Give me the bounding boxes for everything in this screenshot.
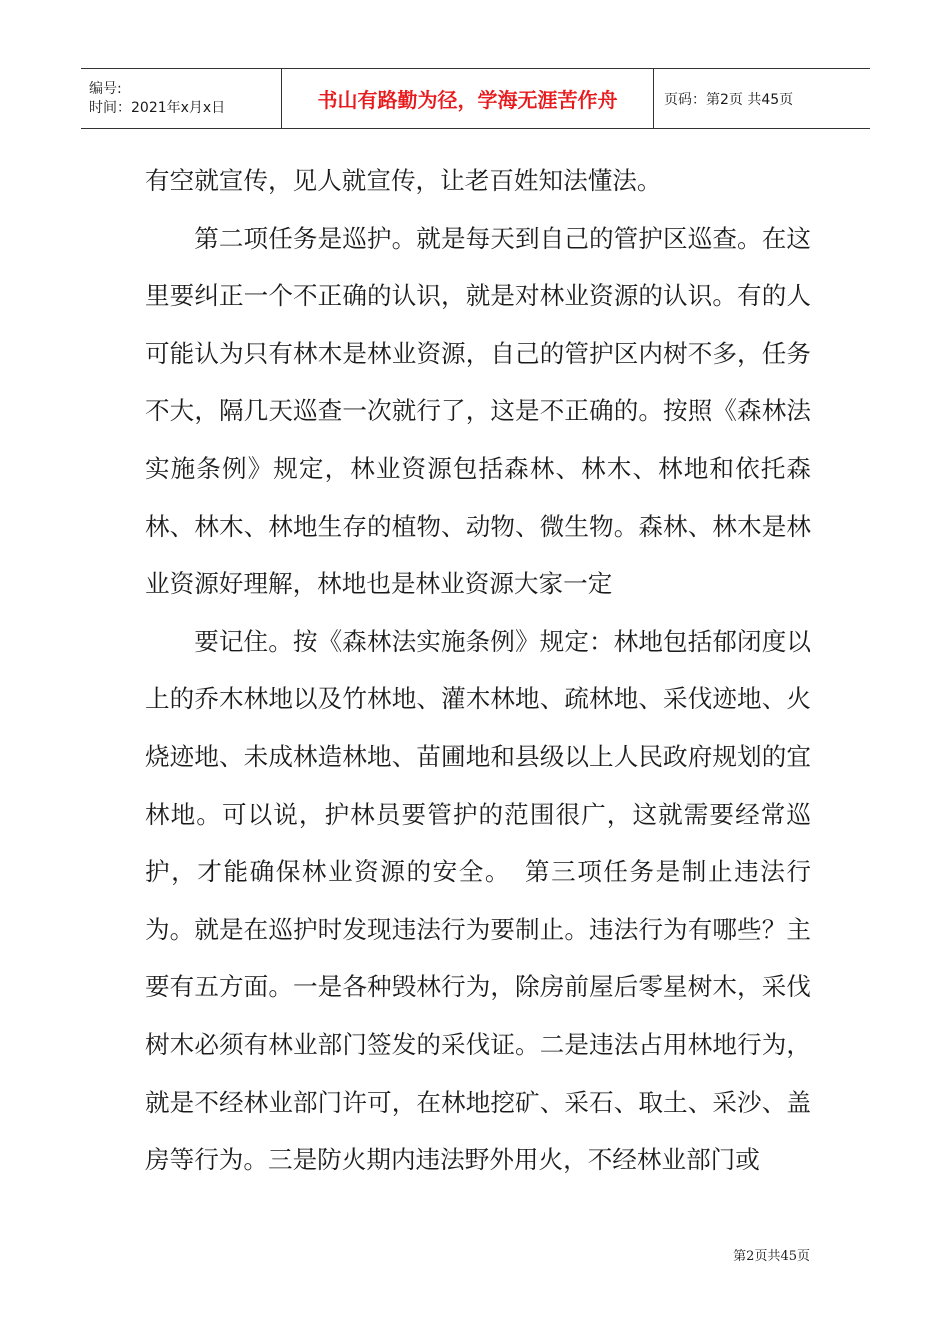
body-paragraph: 第二项任务是巡护。就是每天到自己的管护区巡查。在这里要纠正一个不正确的认识，就是对林业资源的认识。有的人可能认为只有林木是林业资源，自己的管护区内树不多，任务不大，隔几天巡查一次就行了，这是不正确的。按照《森林法实施条例》规定，林业资源包括森林、林木、林地和依托森林、林木、林地生存的植物、动物、微生物。森林、林木是林业资源好理解，林地也是林业资源大家一定: [145, 223, 811, 599]
header-page-info: [654, 69, 870, 128]
page-info-text: 页码：第2页 共45页: [664, 91, 794, 108]
header-meta: [81, 69, 282, 128]
page-footer: [733, 1245, 810, 1264]
document-body: [145, 152, 811, 1189]
body-paragraph: 要记住。按《森林法实施条例》规定：林地包括郁闭度以上的乔木林地以及竹林地、灌木林地、疏林地、采伐迹地、火烧迹地、未成林造林地、苗圃地和县级以上人民政府规划的宜林地。可以说，护林员要管护的范围很广，这就需要经常巡护，才能确保林业资源的安全。 第三项任务是制止违法行为。就是在巡护时发现违法行为要制止。违法行为有哪些？主要有五方面。一是各种毁林行为，除房前屋后零星树木，采伐树木必须有林业部门签发的采伐证。二是违法占用林地行为，就是不经林业部门许可，在林地挖矿、采石、取土、采沙、盖房等行为。三是防火期内违法野外用火，不经林业部门或: [145, 626, 811, 1175]
motto-text: 书山有路勤为径，学海无涯苦作舟: [317, 88, 618, 112]
page-header: [81, 68, 870, 129]
body-paragraph: 有空就宣传，见人就宣传，让老百姓知法懂法。: [145, 166, 662, 195]
footer-page-number: 第2页共45页: [733, 1249, 810, 1264]
document-date: 时间：2021年x月x日: [89, 99, 226, 116]
document-number-label: 编号:: [89, 80, 122, 97]
header-motto: [282, 69, 654, 128]
